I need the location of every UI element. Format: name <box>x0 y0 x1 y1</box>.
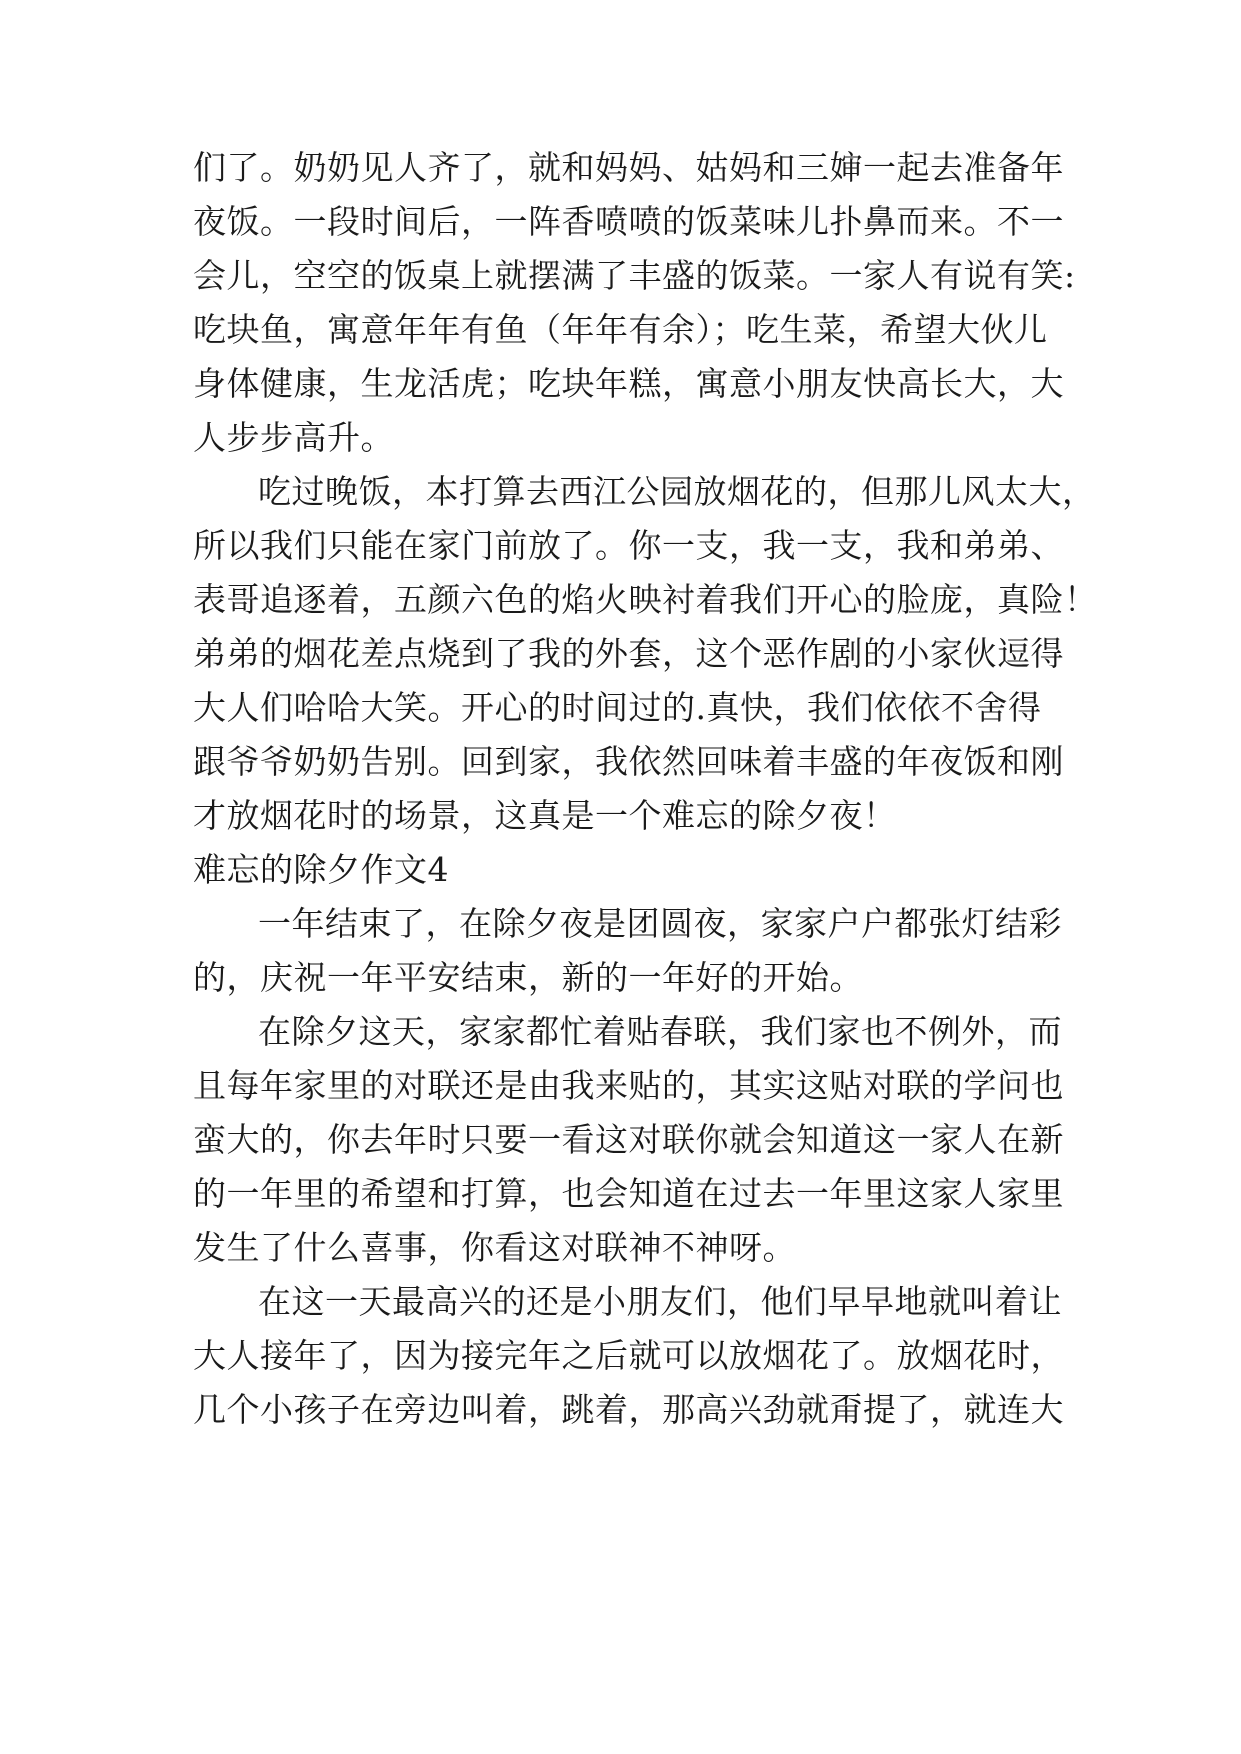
text-line: 夜饭。一段时间后，一阵香喷喷的饭菜味儿扑鼻而来。不一 <box>193 202 1064 241</box>
text-line: 弟弟的烟花差点烧到了我的外套，这个恶作剧的小家伙逗得 <box>193 634 1064 673</box>
text-line: 几个小孩子在旁边叫着，跳着，那高兴劲就甭提了，就连大 <box>193 1390 1064 1429</box>
text-line: 才放烟花时的场景，这真是一个难忘的除夕夜！ <box>193 796 897 835</box>
text-line: 大人接年了，因为接完年之后就可以放烟花了。放烟花时， <box>193 1336 1064 1375</box>
text-line: 的一年里的希望和打算，也会知道在过去一年里这家人家里 <box>193 1174 1064 1213</box>
paragraph-first-line: 吃过晚饭，本打算去西江公园放烟花的，但那儿风太大， <box>258 472 1096 511</box>
text-line: 们了。奶奶见人齐了，就和妈妈、姑妈和三婶一起去准备年 <box>193 148 1064 187</box>
text-line: 大人们哈哈大笑。开心的时间过的.真快，我们依依不舍得 <box>193 688 1042 727</box>
text-line: 吃块鱼，寓意年年有鱼（年年有余）；吃生菜，希望大伙儿 <box>193 310 1048 349</box>
text-line: 表哥追逐着，五颜六色的焰火映衬着我们开心的脸庞，真险！ <box>193 580 1098 619</box>
text-line: 的，庆祝一年平安结束，新的一年好的开始。 <box>193 958 863 997</box>
text-line: 蛮大的，你去年时只要一看这对联你就会知道这一家人在新 <box>193 1120 1064 1159</box>
paragraph-first-line: 在除夕这天，家家都忙着贴春联，我们家也不例外，而 <box>258 1012 1062 1051</box>
paragraph-first-line: 一年结束了，在除夕夜是团圆夜，家家户户都张灯结彩 <box>258 904 1062 943</box>
text-line: 身体健康，生龙活虎；吃块年糕，寓意小朋友快高长大，大 <box>193 364 1064 403</box>
text-line: 发生了什么喜事，你看这对联神不神呀。 <box>193 1228 796 1267</box>
text-line: 人步步高升。 <box>193 418 394 457</box>
text-line: 会儿，空空的饭桌上就摆满了丰盛的饭菜。一家人有说有笑: <box>193 256 1076 295</box>
text-line: 且每年家里的对联还是由我来贴的，其实这贴对联的学问也 <box>193 1066 1064 1105</box>
text-line: 跟爷爷奶奶告别。回到家，我依然回味着丰盛的年夜饭和刚 <box>193 742 1064 781</box>
section-heading: 难忘的除夕作文4 <box>193 850 449 889</box>
text-line: 所以我们只能在家门前放了。你一支，我一支，我和弟弟、 <box>193 526 1064 565</box>
paragraph-first-line: 在这一天最高兴的还是小朋友们，他们早早地就叫着让 <box>258 1282 1062 1321</box>
